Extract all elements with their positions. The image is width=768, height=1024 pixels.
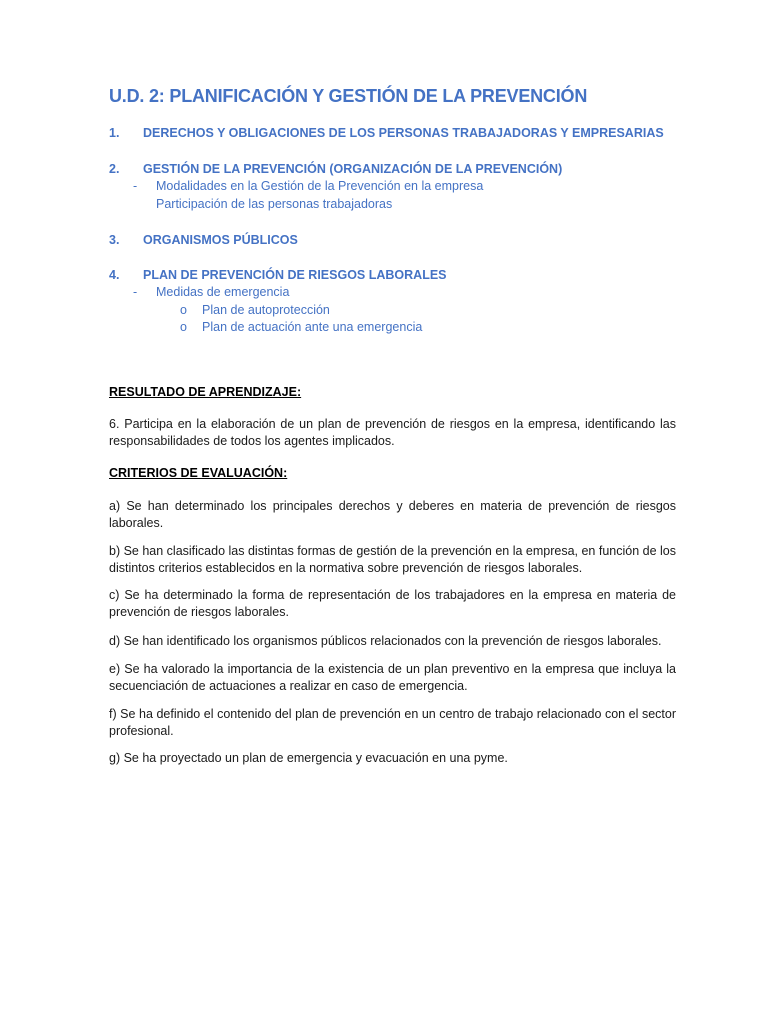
toc-item-number: 2. — [109, 162, 120, 176]
criterio-item: c) Se ha determinado la forma de representación de los trabajadores en la empresa en materia de prevención de riesgos laborales. — [109, 588, 676, 619]
toc-item-3 — [109, 233, 298, 247]
toc-item-2 — [109, 162, 562, 176]
criterio-item: d) Se han identificado los organismos públicos relacionados con la prevención de riesgos laborales. — [109, 634, 662, 648]
toc-item-4 — [109, 268, 447, 282]
toc-item-label: ORGANISMOS PÚBLICOS — [143, 233, 298, 247]
list-bullet: o — [180, 303, 187, 317]
list-dash: - — [133, 179, 138, 193]
toc-item-1 — [109, 126, 664, 140]
toc-subitem: Medidas de emergencia — [156, 285, 290, 299]
criterio-item: g) Se ha proyectado un plan de emergencia y evacuación en una pyme. — [109, 751, 508, 765]
criterio-item: b) Se han clasificado las distintas formas de gestión de la prevención en la empresa, en función de los distintos criterios establecidos en la normativa sobre prevención de riesgos laborales. — [109, 544, 676, 575]
toc-item-number: 1. — [109, 126, 120, 140]
resultado-heading: RESULTADO DE APRENDIZAJE: — [109, 385, 302, 399]
list-dash: - — [133, 285, 138, 299]
toc-subitem: Participación de las personas trabajadoras — [156, 197, 393, 211]
toc-item-label: DERECHOS Y OBLIGACIONES DE LOS PERSONAS TRABAJADORAS Y EMPRESARIAS — [143, 126, 664, 140]
list-bullet: o — [180, 320, 187, 334]
toc-item-label: PLAN DE PREVENCIÓN DE RIESGOS LABORALES — [143, 268, 447, 282]
resultado-text: 6. Participa en la elaboración de un plan de prevención de riesgos en la empresa, identificando las responsabilidades de todos los agentes implicados. — [109, 417, 676, 448]
criterio-item: f) Se ha definido el contenido del plan de prevención en un centro de trabajo relacionado con el sector profesional. — [109, 707, 676, 738]
toc-item-number: 4. — [109, 268, 120, 282]
toc-item-label: GESTIÓN DE LA PREVENCIÓN (ORGANIZACIÓN DE LA PREVENCIÓN) — [143, 162, 563, 176]
criterio-item: e) Se ha valorado la importancia de la existencia de un plan preventivo en la empresa que incluya la secuenciación de actuaciones a realizar en caso de emergencia. — [109, 662, 676, 693]
toc-item-number: 3. — [109, 233, 120, 247]
criterio-item: a) Se han determinado los principales derechos y deberes en materia de prevención de riesgos laborales. — [109, 499, 676, 530]
toc-subsubitem: Plan de autoprotección — [202, 303, 330, 317]
toc-subsubitem: Plan de actuación ante una emergencia — [202, 320, 423, 334]
criterios-heading: CRITERIOS DE EVALUACIÓN: — [109, 466, 288, 480]
page-title: U.D. 2: PLANIFICACIÓN Y GESTIÓN DE LA PREVENCIÓN — [109, 86, 588, 106]
toc-subitem: Modalidades en la Gestión de la Prevención en la empresa — [156, 179, 484, 193]
